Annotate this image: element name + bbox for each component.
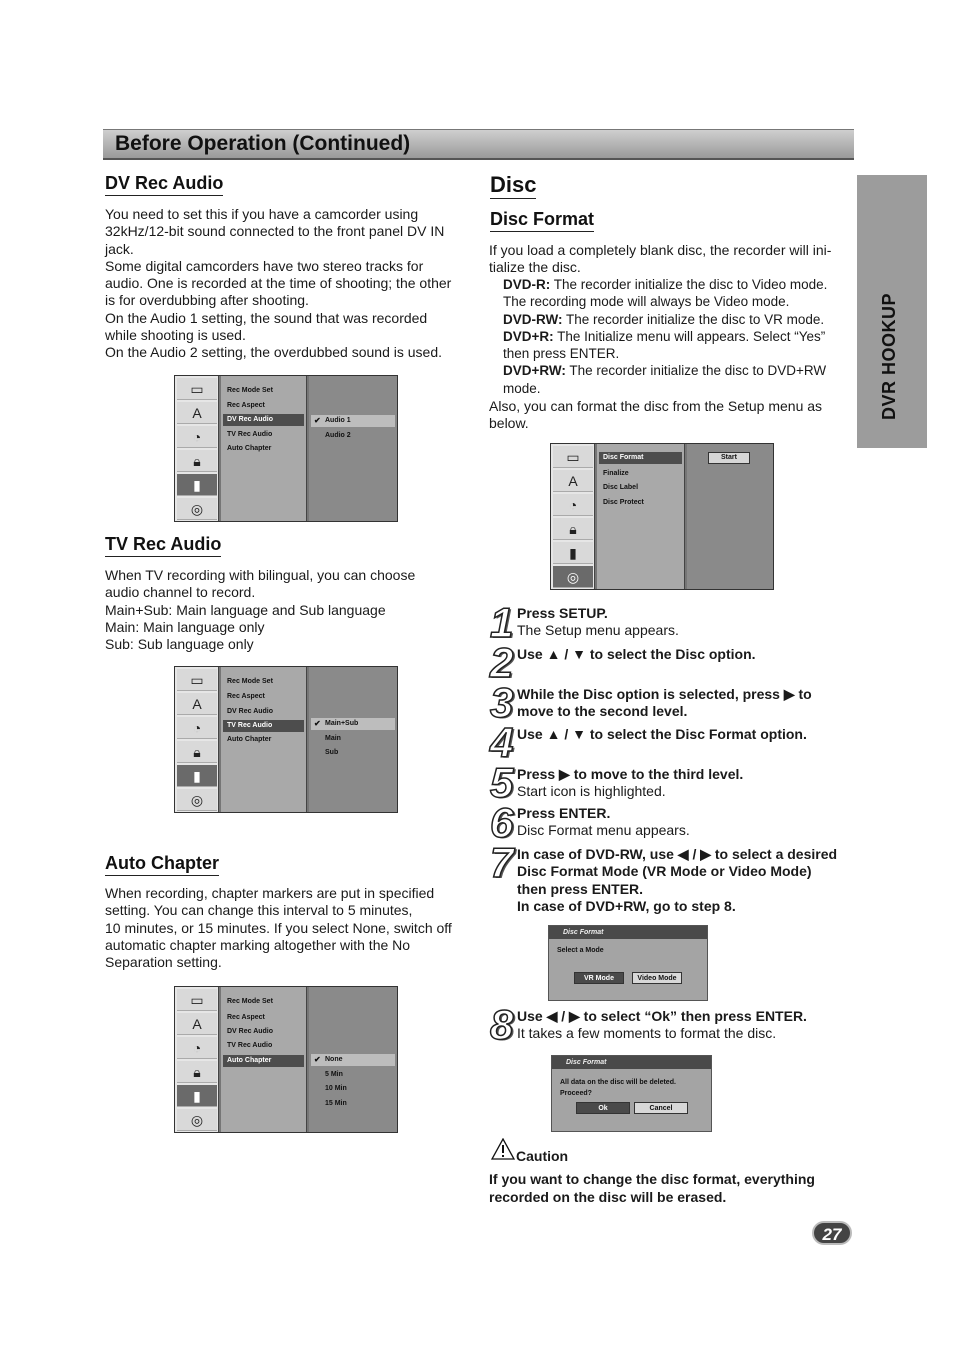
option-label: Main [325, 735, 341, 742]
tv-rec-audio-text [105, 567, 475, 653]
menu-item: TV Rec Audio [227, 1042, 273, 1049]
menu-item: Rec Aspect [227, 693, 265, 700]
start-button: Start [708, 452, 750, 464]
text-line: recorded on the disc will be erased. [489, 1189, 727, 1205]
text-line: jack. [105, 240, 134, 257]
disc-icon: ◎ [177, 1109, 217, 1131]
menu-option-selected [311, 1054, 395, 1066]
disc-type-item [503, 362, 858, 379]
film-icon: ▮ [553, 542, 593, 564]
menu-icon-column [175, 376, 219, 521]
step-2 [517, 646, 857, 663]
menu-item-column [597, 444, 685, 589]
section-banner [103, 129, 854, 160]
menu-option-column [309, 667, 397, 812]
menu-item-selected: Disc Format [599, 452, 682, 464]
menu-item: DV Rec Audio [227, 1028, 274, 1035]
step-instruction: move to the second level. [517, 703, 688, 720]
dv-rec-audio-text [105, 206, 475, 362]
step-result: Start icon is highlighted. [517, 783, 666, 800]
option-label: 10 Min [325, 1085, 347, 1092]
menu-item-selected: TV Rec Audio [223, 720, 304, 732]
film-icon: ▮ [177, 765, 217, 787]
caution-text [489, 1170, 849, 1206]
menu-item-column [221, 667, 307, 812]
dialog-title: Disc Format [552, 1056, 711, 1069]
text-line: audio channel to record. [105, 584, 256, 601]
option-label: 15 Min [325, 1100, 347, 1107]
step-instruction: Use ▲ / ▼ to select the Disc Format option. [517, 726, 807, 742]
audio-icon: ◔ [177, 717, 217, 739]
text-line: Main: Main language only [105, 618, 265, 635]
step-number: 4 [490, 719, 514, 766]
step-number: 1 [490, 599, 514, 646]
auto-chapter-text [105, 885, 475, 971]
language-icon: A [177, 402, 217, 424]
disc-type-item [503, 328, 858, 345]
option-label: Audio 1 [325, 417, 351, 424]
step-instruction: Press ▶ to move to the third level. [517, 766, 744, 782]
warning-icon [491, 1138, 515, 1160]
disc-type-cont: then press ENTER. [503, 346, 620, 362]
text-line: On the Audio 1 setting, the sound that was recorded [105, 309, 428, 326]
lock-icon: 🔒︎ [177, 741, 217, 763]
menu-item: Finalize [603, 470, 629, 477]
menu-item: Disc Protect [603, 499, 644, 506]
menu-item-selected: Auto Chapter [223, 1055, 304, 1067]
menu-option [311, 1098, 395, 1110]
video-mode-button: Video Mode [632, 972, 682, 984]
vr-mode-button: VR Mode [574, 972, 624, 984]
language-icon: A [177, 693, 217, 715]
step-number: 6 [490, 799, 514, 846]
step-instruction: Use ▲ / ▼ to select the Disc option. [517, 646, 756, 662]
disc-type-term: DVD+R: [503, 328, 554, 344]
disc-type-item [503, 276, 858, 293]
tv-icon: ▭ [553, 446, 593, 468]
disc-icon: ◎ [177, 789, 217, 811]
step-number: 8 [490, 1001, 514, 1048]
disc-format-heading: Disc Format [490, 209, 594, 232]
option-label: None [325, 1056, 343, 1063]
step-instruction: Press ENTER. [517, 805, 611, 821]
menu-item: Rec Aspect [227, 1014, 265, 1021]
setup-menu-tv-rec-audio [174, 666, 398, 813]
dv-rec-audio-heading: DV Rec Audio [105, 173, 223, 196]
step-4 [517, 726, 857, 743]
text-line: while shooting is used. [105, 327, 246, 344]
disc-outro [489, 398, 854, 433]
step-result: Disc Format menu appears. [517, 822, 690, 839]
dialog-prompt: Select a Mode [557, 947, 604, 954]
menu-option-selected [311, 718, 395, 730]
menu-option [311, 430, 395, 442]
text-line: 32kHz/12-bit sound connected to the front panel DV IN [105, 223, 445, 240]
audio-icon: ◔ [177, 426, 217, 448]
disc-type-list [503, 276, 858, 397]
text-line: tialize the disc. [489, 259, 581, 276]
disc-type-text: The Initialize menu will appears. Select “Yes” [553, 328, 826, 344]
lock-icon: 🔒︎ [553, 518, 593, 540]
step-3 [517, 686, 857, 721]
step-instruction: Disc Format Mode (VR Mode or Video Mode) [517, 863, 812, 880]
check-icon: ✔ [314, 719, 321, 728]
text-line: audio. One is recorded at the time of shooting; the other [105, 275, 452, 292]
ok-button: Ok [576, 1102, 630, 1114]
disc-icon: ◎ [177, 498, 217, 520]
dialog-title: Disc Format [549, 926, 707, 939]
disc-type-cont: The recording mode will always be Video mode. [503, 294, 790, 310]
setup-menu-disc [550, 443, 774, 590]
menu-item: DV Rec Audio [227, 708, 274, 715]
menu-option [311, 733, 395, 745]
disc-type-term: DVD+RW: [503, 363, 566, 379]
step-instruction: While the Disc option is selected, press ▶ to [517, 686, 812, 702]
menu-option [311, 1069, 395, 1081]
menu-option-column [309, 987, 397, 1132]
step-result: It takes a few moments to format the disc. [517, 1025, 777, 1042]
step-7 [517, 846, 862, 915]
language-icon: A [553, 470, 593, 492]
text-line: When recording, chapter markers are put in specified [105, 885, 435, 901]
text-line: setting. You can change this interval to 5 minutes, [105, 902, 413, 919]
step-number: 3 [490, 679, 514, 726]
menu-option-selected [311, 415, 395, 427]
menu-item: Disc Label [603, 484, 639, 491]
language-icon: A [177, 1013, 217, 1035]
dialog-message-line: Proceed? [560, 1090, 592, 1097]
step-result: The Setup menu appears. [517, 622, 679, 639]
text-line: If you load a completely blank disc, the recorder will ini- [489, 242, 832, 258]
disc-type-text: The recorder initialize the disc to DVD+RW [565, 363, 827, 379]
page-title: Before Operation (Continued) [115, 132, 411, 155]
menu-item: Rec Aspect [227, 402, 265, 409]
disc-type-text: The recorder initialize the disc to VR mode. [562, 311, 825, 327]
text-line: If you want to change the disc format, everything [489, 1171, 815, 1187]
menu-item-column [221, 987, 307, 1132]
text-line: On the Audio 2 setting, the overdubbed sound is used. [105, 344, 443, 361]
text-line: 10 minutes, or 15 minutes. If you select None, switch off [105, 919, 452, 936]
disc-intro [489, 242, 854, 277]
step-5 [517, 766, 857, 801]
text-line: automatic chapter marking altogether with the No [105, 936, 411, 953]
text-line: below. [489, 415, 529, 432]
check-icon: ✔ [314, 1055, 321, 1064]
film-icon: ▮ [177, 474, 217, 496]
side-tab-label: DVR HOOKUP [879, 292, 899, 420]
menu-icon-column [175, 987, 219, 1132]
step-instruction: In case of DVD-RW, use ◀ / ▶ to select a desired [517, 846, 838, 862]
text-line: is for overdubbing after shooting. [105, 292, 309, 309]
auto-chapter-heading: Auto Chapter [105, 853, 219, 876]
menu-option [311, 1083, 395, 1095]
step-instruction: In case of DVD+RW, go to step 8. [517, 897, 736, 914]
step-instruction: then press ENTER. [517, 880, 644, 897]
menu-option [311, 747, 395, 759]
menu-option-column [309, 376, 397, 521]
menu-item: Rec Mode Set [227, 678, 273, 685]
step-1 [517, 605, 857, 640]
tv-rec-audio-heading: TV Rec Audio [105, 534, 221, 557]
page-number: 27 [812, 1221, 852, 1245]
lock-icon: 🔒︎ [177, 450, 217, 472]
menu-icon-column [175, 667, 219, 812]
text-line: You need to set this if you have a camcorder using [105, 206, 419, 222]
menu-item-column [221, 376, 307, 521]
dialog-message-line: All data on the disc will be deleted. [560, 1079, 676, 1086]
step-8 [517, 1008, 857, 1043]
disc-type-term: DVD-R: [503, 277, 551, 292]
menu-item-selected: DV Rec Audio [223, 414, 304, 426]
disc-type-text: The recorder initialize the disc to Video mode. [550, 277, 828, 292]
step-number: 5 [490, 759, 514, 806]
disc-type-term: DVD-RW: [503, 311, 563, 327]
disc-heading: Disc [490, 172, 537, 197]
tv-icon: ▭ [177, 669, 217, 691]
film-icon: ▮ [177, 1085, 217, 1107]
menu-item: Rec Mode Set [227, 387, 273, 394]
step-6 [517, 805, 857, 840]
step-number: 2 [490, 639, 514, 686]
text-line: When TV recording with bilingual, you can choose [105, 567, 416, 583]
disc-format-mode-dialog [548, 925, 708, 1001]
disc-type-cont: mode. [503, 380, 541, 396]
text-line: Separation setting. [105, 954, 222, 971]
audio-icon: ◔ [177, 1037, 217, 1059]
option-label: Main+Sub [325, 720, 359, 727]
menu-option-column [687, 444, 773, 589]
text-line: Sub: Sub language only [105, 636, 254, 653]
step-instruction: Press SETUP. [517, 605, 608, 621]
option-label: Sub [325, 749, 339, 756]
text-line: Some digital camcorders have two stereo tracks for [105, 257, 424, 274]
setup-menu-dv-rec-audio [174, 375, 398, 522]
menu-icon-column [551, 444, 595, 589]
setup-menu-auto-chapter [174, 986, 398, 1133]
side-tab [857, 175, 927, 448]
check-icon: ✔ [314, 416, 321, 425]
tv-icon: ▭ [177, 989, 217, 1011]
dialog-message [560, 1077, 676, 1099]
step-instruction: Use ◀ / ▶ to select “Ok” then press ENTER. [517, 1008, 807, 1024]
audio-icon: ◔ [553, 494, 593, 516]
lock-icon: 🔒︎ [177, 1061, 217, 1083]
text-line: Main+Sub: Main language and Sub language [105, 601, 386, 618]
step-number: 7 [490, 839, 514, 886]
caution-label: Caution [516, 1148, 569, 1164]
disc-format-confirm-dialog [551, 1055, 712, 1132]
disc-type-item [503, 311, 858, 328]
cancel-button: Cancel [634, 1102, 688, 1114]
menu-item: Auto Chapter [227, 736, 272, 743]
menu-item: Rec Mode Set [227, 998, 273, 1005]
option-label: 5 Min [325, 1071, 343, 1078]
tv-icon: ▭ [177, 378, 217, 400]
menu-item: Auto Chapter [227, 445, 272, 452]
text-line: Also, you can format the disc from the Setup menu as [489, 398, 823, 414]
menu-item: TV Rec Audio [227, 431, 273, 438]
option-label: Audio 2 [325, 432, 351, 439]
disc-icon: ◎ [553, 566, 593, 588]
